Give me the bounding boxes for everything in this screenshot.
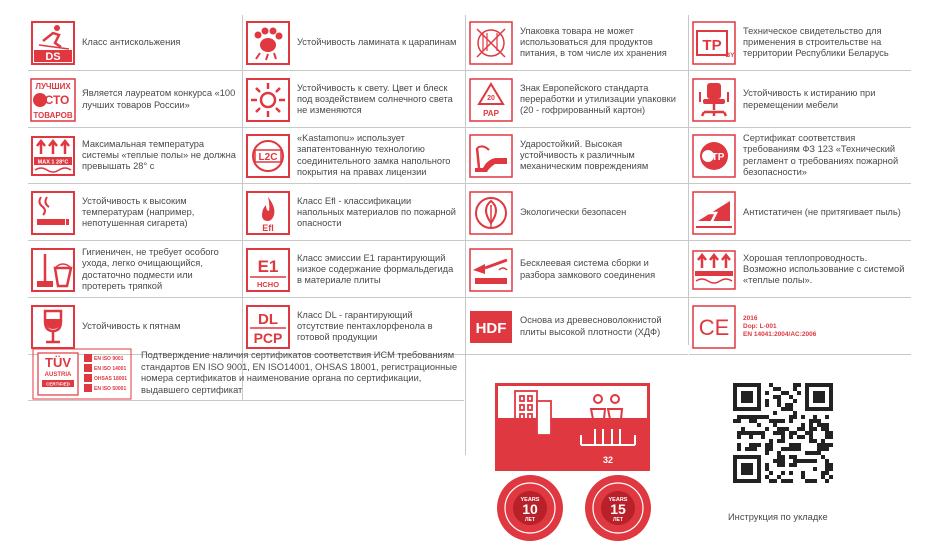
qr-module <box>789 447 793 451</box>
qr-module <box>817 419 821 423</box>
qr-module <box>777 395 781 399</box>
feature-text: «Kastamonu» использует запатентованную технологию соединительного замка напольного покрытия на правах лицензии <box>297 133 451 177</box>
qr-module <box>781 391 785 395</box>
qr-module <box>809 431 813 435</box>
qr-module <box>821 443 825 447</box>
qr-module <box>741 463 753 475</box>
svg-text:ТОВАРОВ: ТОВАРОВ <box>33 110 73 120</box>
high-heel-icon <box>468 133 514 179</box>
feature-text: Устойчивость к истиранию при перемещении мебели <box>743 88 876 110</box>
qr-module <box>793 411 797 415</box>
qr-module <box>757 431 761 435</box>
qr-module <box>789 407 793 411</box>
qr-module <box>813 467 817 471</box>
qr-module <box>821 455 825 459</box>
qr-module <box>769 383 773 387</box>
feature-text: Хорошая теплопроводность. Возможно использование с системой «теплые полы». <box>743 252 905 286</box>
feature-cell <box>28 128 242 184</box>
feature-cell <box>243 128 465 184</box>
qr-module <box>793 399 797 403</box>
qr-module <box>797 447 801 451</box>
svg-text:EN ISO 14001: EN ISO 14001 <box>94 366 127 372</box>
feature-cell <box>28 242 242 298</box>
cigarette-icon <box>30 190 76 236</box>
qr-module <box>765 403 769 407</box>
feature-cell <box>28 299 242 355</box>
qr-module <box>797 391 801 395</box>
qr-module <box>805 451 809 455</box>
qr-module <box>777 419 781 423</box>
qr-module <box>789 479 793 483</box>
qr-module <box>789 403 793 407</box>
feature-cell <box>243 299 465 355</box>
qr-module <box>773 395 777 399</box>
qr-module <box>813 479 817 483</box>
qr-module <box>773 479 777 483</box>
qr-module <box>749 443 753 447</box>
qr-module <box>797 427 801 431</box>
qr-module <box>821 447 825 451</box>
qr-module <box>773 459 777 463</box>
qr-module <box>821 427 825 431</box>
qr-module <box>797 383 801 387</box>
best-100-goods-logo-icon <box>30 77 76 123</box>
qr-module <box>789 471 793 475</box>
qr-module <box>769 419 773 423</box>
qr-module <box>805 479 809 483</box>
qr-module <box>781 479 785 483</box>
qr-module <box>761 415 765 419</box>
qr-module <box>749 431 753 435</box>
qr-module <box>829 467 833 471</box>
qr-module <box>809 439 813 443</box>
qr-module <box>801 423 805 427</box>
qr-module <box>757 415 761 419</box>
feature-text: Сертификат соответствия требованиям ФЗ 123 «Технический регламент о требованиях пожарной безопасности» <box>743 133 899 177</box>
qr-module <box>781 419 785 423</box>
qr-module <box>765 399 769 403</box>
qr-module <box>809 427 813 431</box>
qr-module <box>749 447 753 451</box>
qr-module <box>773 431 777 435</box>
qr-module <box>745 431 749 435</box>
svg-text:PAP: PAP <box>483 108 499 118</box>
qr-caption: Инструкция по укладке <box>728 512 828 522</box>
qr-module <box>753 419 757 423</box>
svg-text:CERTIFIED: CERTIFIED <box>46 381 70 387</box>
feature-cell <box>466 128 688 184</box>
qr-module <box>781 407 785 411</box>
feature-text: Знак Европейского стандарта переработки и утилизации упаковки (20 - гофрированный картон) <box>520 82 676 116</box>
qr-module <box>813 459 817 463</box>
feature-text: Гигиеничен, не требует особого ухода, легко очищающийся, достаточно подмести или протереть тряпкой <box>82 247 219 291</box>
feature-text: Ударостойкий. Высокая устойчивость к различным механическим повреждениям <box>520 138 649 172</box>
qr-module <box>825 427 829 431</box>
qr-module <box>737 419 741 423</box>
qr-module <box>781 459 785 463</box>
feature-text: Упаковка товара не может использоваться для продуктов питания, в том числе их хранения <box>520 25 667 59</box>
qr-module <box>797 435 801 439</box>
feature-text: Устойчивость к пятнам <box>82 320 181 331</box>
qr-module <box>781 471 785 475</box>
feature-cell <box>689 15 911 71</box>
feature-cell <box>243 15 465 71</box>
qr-module <box>777 463 781 467</box>
qr-module <box>777 475 781 479</box>
qr-module <box>785 407 789 411</box>
qr-module <box>829 443 833 447</box>
qr-module <box>825 423 829 427</box>
feature-text: Является лауреатом конкурса «100 лучших товаров России» <box>82 88 236 110</box>
qr-module <box>765 463 769 467</box>
qr-module <box>737 431 741 435</box>
qr-module <box>829 475 833 479</box>
qr-module <box>749 419 753 423</box>
l2c-lock-icon <box>245 133 291 179</box>
qr-module <box>753 431 757 435</box>
hdf-icon <box>468 304 514 350</box>
qr-module <box>793 387 797 391</box>
qr-module <box>753 447 757 451</box>
svg-text:E1: E1 <box>257 256 279 276</box>
qr-module <box>789 435 793 439</box>
feature-text: Класс DL - гарантирующий отсутствие пентахлорфенола в готовой продукции <box>297 309 433 343</box>
qr-module <box>813 451 817 455</box>
qr-module <box>777 387 781 391</box>
qr-module <box>813 415 817 419</box>
qr-module <box>825 479 829 483</box>
usage-class-badge <box>495 383 650 471</box>
feature-cell <box>243 185 465 241</box>
divider <box>28 400 464 401</box>
qr-module <box>821 471 825 475</box>
svg-text:L2C: L2C <box>258 151 278 163</box>
fire-class-icon <box>245 190 291 236</box>
qr-module <box>781 427 785 431</box>
feature-cell <box>466 299 688 355</box>
feature-text: Основа из древесноволокнистой плиты высокой плотности (ХДФ) <box>520 315 662 337</box>
max-temperature-icon <box>30 133 76 179</box>
qr-module <box>765 475 769 479</box>
feature-text: Экологически безопасен <box>520 206 627 217</box>
svg-text:YEARS: YEARS <box>520 497 540 503</box>
qr-module <box>773 411 777 415</box>
qr-module <box>765 391 769 395</box>
qr-module <box>773 387 777 391</box>
qr-module <box>785 427 789 431</box>
qr-module <box>777 451 781 455</box>
feature-text: Устойчивость к высоким температурам (например, непотушенная сигарета) <box>82 195 195 229</box>
svg-text:ЛЕТ: ЛЕТ <box>525 517 535 523</box>
qr-module <box>825 471 829 475</box>
warranty-seal <box>584 474 652 542</box>
qr-module <box>761 435 765 439</box>
qr-module <box>797 443 801 447</box>
antistatic-icon <box>691 190 737 236</box>
qr-module <box>825 459 829 463</box>
feature-text: Класс антискольжения <box>82 36 181 47</box>
svg-text:DL: DL <box>258 310 278 328</box>
paw-scratch-icon <box>245 20 291 66</box>
feature-cell <box>243 242 465 298</box>
qr-module <box>793 431 797 435</box>
qr-module <box>817 423 821 427</box>
svg-text:PCP: PCP <box>253 329 283 346</box>
qr-module <box>777 431 781 435</box>
qr-module <box>801 427 805 431</box>
tuv-austria-logo <box>32 348 132 400</box>
qr-module <box>741 431 745 435</box>
qr-module <box>801 435 805 439</box>
qr-module <box>785 403 789 407</box>
qr-module <box>777 427 781 431</box>
qr-module <box>737 443 741 447</box>
qr-module <box>793 447 797 451</box>
dl-pcp-icon <box>245 304 291 350</box>
feature-cell <box>28 185 242 241</box>
qr-module <box>793 383 797 387</box>
qr-module <box>825 435 829 439</box>
qr-module <box>781 431 785 435</box>
qr-module <box>749 415 753 419</box>
feature-text: Бесклеевая система сборки и разбора замкового соединения <box>520 258 656 280</box>
qr-module <box>769 479 773 483</box>
feature-cell <box>689 185 911 241</box>
qr-module <box>777 403 781 407</box>
tuv-certification-text: Подтверждение наличия сертификатов соответствия ИСМ требованиям стандартов EN ISO 9001, EN ISO14001, OHSAS 18001, регистрационные номера сертификатов и наименование органа по сертификации, выдавшего сертификат <box>141 350 458 395</box>
qr-module <box>753 415 757 419</box>
qr-module <box>769 439 773 443</box>
svg-text:YEARS: YEARS <box>608 497 628 503</box>
svg-text:ЛУЧШИХ: ЛУЧШИХ <box>35 81 71 91</box>
qr-module <box>745 447 749 451</box>
qr-module <box>789 463 793 467</box>
qr-module <box>781 455 785 459</box>
slip-resistance-icon <box>30 20 76 66</box>
qr-module <box>825 467 829 471</box>
qr-module <box>829 435 833 439</box>
qr-module <box>793 415 797 419</box>
qr-module <box>741 415 745 419</box>
qr-module <box>813 439 817 443</box>
e1-emission-icon <box>245 247 291 293</box>
qr-module <box>781 439 785 443</box>
qr-module <box>801 475 805 479</box>
qr-module <box>793 443 797 447</box>
qr-module <box>825 463 829 467</box>
qr-module <box>801 471 805 475</box>
qr-module <box>789 455 793 459</box>
qr-module <box>821 475 825 479</box>
underfloor-heating-icon <box>691 247 737 293</box>
usage-class-number: 32 <box>602 455 614 465</box>
qr-module <box>745 415 749 419</box>
svg-text:EN ISO 9001: EN ISO 9001 <box>94 356 124 362</box>
svg-text:BY: BY <box>725 51 735 59</box>
feature-cell <box>466 15 688 71</box>
qr-module <box>793 463 797 467</box>
qr-module <box>761 431 765 435</box>
qr-module <box>737 435 741 439</box>
tr-by-icon <box>691 20 737 66</box>
qr-module <box>825 431 829 435</box>
svg-text:AUSTRIA: AUSTRIA <box>44 372 72 378</box>
qr-module <box>797 459 801 463</box>
feature-text: Техническое свидетельство для применения в строительстве на территории Республики Беларусь <box>743 25 889 59</box>
feature-cell <box>243 72 465 128</box>
qr-module <box>801 459 805 463</box>
svg-text:Efl: Efl <box>262 222 274 233</box>
sun-icon <box>245 77 291 123</box>
ce-declaration: 2016 Dop: L-001 EN 14041:2004/AC:2006 <box>743 314 817 338</box>
feature-text: Антистатичен (не притягивает пыль) <box>743 206 901 217</box>
qr-module <box>809 479 813 483</box>
feature-cell <box>689 128 911 184</box>
qr-module <box>801 415 805 419</box>
qr-module <box>757 443 761 447</box>
qr-module <box>777 459 781 463</box>
feature-text: Устойчивость к свету. Цвет и блеск под воздействием солнечного света не изменяются <box>297 82 453 116</box>
qr-module <box>793 455 797 459</box>
svg-text:ЛЕТ: ЛЕТ <box>613 517 623 523</box>
feature-cell <box>28 72 242 128</box>
qr-module <box>793 459 797 463</box>
svg-text:15: 15 <box>610 501 626 517</box>
qr-module <box>753 443 757 447</box>
qr-module <box>777 399 781 403</box>
qr-module <box>789 419 793 423</box>
feature-text: Устойчивость ламината к царапинам <box>297 36 457 47</box>
qr-module <box>789 395 793 399</box>
qr-module <box>789 415 793 419</box>
qr-module <box>765 451 769 455</box>
qr-module <box>749 435 753 439</box>
qr-module <box>769 471 773 475</box>
qr-module <box>765 443 769 447</box>
qr-module <box>817 447 821 451</box>
qr-module <box>773 423 777 427</box>
glueless-assembly-icon <box>468 247 514 293</box>
qr-module <box>813 419 817 423</box>
svg-text:10: 10 <box>522 501 538 517</box>
svg-text:СТО: СТО <box>44 92 70 107</box>
qr-module <box>809 419 813 423</box>
qr-module <box>817 443 821 447</box>
mop-bucket-icon <box>30 247 76 293</box>
qr-module <box>741 391 753 403</box>
feature-text: Максимальная температура системы «теплые полы» не должна превышать 28° c <box>82 138 236 172</box>
qr-module <box>789 431 793 435</box>
qr-module <box>777 455 781 459</box>
feature-text: Класс эмиссии Е1 гарантирующий низкое содержание формальдегида в материале плиты <box>297 252 454 286</box>
qr-module <box>821 423 825 427</box>
qr-module <box>809 459 813 463</box>
qr-module <box>809 451 813 455</box>
qr-module <box>785 447 789 451</box>
svg-text:ТР: ТР <box>711 151 725 163</box>
svg-text:TÜV: TÜV <box>45 355 71 370</box>
no-food-icon <box>468 20 514 66</box>
qr-module <box>805 459 809 463</box>
feature-cell <box>466 242 688 298</box>
qr-module <box>789 443 793 447</box>
leaf-icon <box>468 190 514 236</box>
svg-text:TP: TP <box>702 36 722 54</box>
svg-text:OHSAS 18001: OHSAS 18001 <box>94 376 128 382</box>
qr-module <box>785 391 789 395</box>
warranty-seal <box>496 474 564 542</box>
qr-module <box>773 419 777 423</box>
qr-module <box>765 467 769 471</box>
wine-glass-icon <box>30 304 76 350</box>
qr-module <box>817 451 821 455</box>
feature-cell <box>466 185 688 241</box>
qr-module <box>781 435 785 439</box>
fire-certificate-icon <box>691 133 737 179</box>
feature-cell <box>689 242 911 298</box>
svg-text:CE: CE <box>698 314 730 340</box>
svg-text:EN ISO 50001: EN ISO 50001 <box>94 386 127 392</box>
svg-text:HDF: HDF <box>475 319 507 337</box>
ce-mark-icon <box>691 304 737 350</box>
qr-module <box>765 427 769 431</box>
svg-text:MAX 1 28°C: MAX 1 28°C <box>37 159 69 165</box>
qr-module <box>765 415 769 419</box>
svg-text:НСНО: НСНО <box>256 279 280 289</box>
qr-module <box>809 435 813 439</box>
qr-module <box>829 463 833 467</box>
qr-module <box>781 463 785 467</box>
qr-module <box>829 431 833 435</box>
feature-cell <box>689 299 911 355</box>
qr-module <box>769 443 773 447</box>
qr-module <box>737 415 741 419</box>
qr-module <box>821 439 825 443</box>
qr-module <box>781 447 785 451</box>
qr-module <box>737 447 741 451</box>
qr-module <box>785 479 789 483</box>
feature-cell <box>466 72 688 128</box>
feature-text: Класс Efl - классификации напольных материалов по пожарной опасности <box>297 195 457 229</box>
qr-module <box>733 419 737 423</box>
qr-code[interactable] <box>728 379 838 487</box>
ds-badge: DS <box>45 50 61 63</box>
qr-module <box>769 447 773 451</box>
qr-module <box>741 427 745 431</box>
feature-cell <box>28 15 242 71</box>
qr-module <box>825 443 829 447</box>
office-chair-icon <box>691 77 737 123</box>
qr-module <box>757 423 761 427</box>
qr-module <box>813 427 817 431</box>
qr-module <box>765 447 769 451</box>
qr-module <box>825 447 829 451</box>
qr-module <box>825 415 829 419</box>
recycle-pap-icon <box>468 77 514 123</box>
feature-cell <box>689 72 911 128</box>
qr-module <box>805 431 809 435</box>
svg-text:20: 20 <box>487 94 495 102</box>
qr-module <box>777 439 781 443</box>
qr-module <box>809 423 813 427</box>
qr-module <box>813 391 825 403</box>
